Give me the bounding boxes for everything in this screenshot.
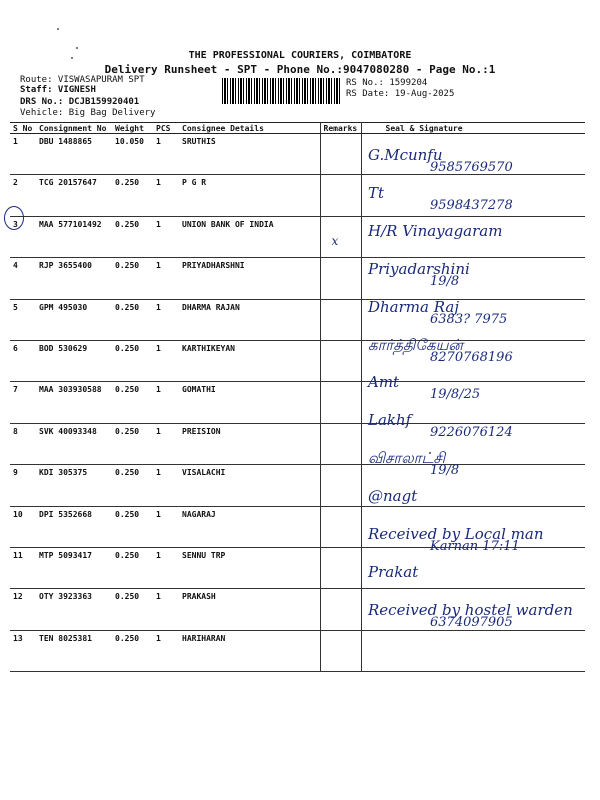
signature-note: Karnan 17:11 [430, 539, 520, 554]
cell-consignment: DBU 1488865 [36, 134, 112, 175]
cell-consignee: KARTHIKEYAN [179, 340, 320, 381]
speck [76, 47, 78, 49]
cell-pcs: 1 [153, 506, 179, 547]
company-title: THE PROFESSIONAL COURIERS, COIMBATORE [188, 50, 412, 61]
cell-pcs: 1 [153, 175, 179, 216]
cell-sno: 10 [10, 506, 36, 547]
cell-pcs: 1 [153, 589, 179, 630]
signature: Amt [368, 373, 400, 392]
cell-remark [320, 630, 361, 671]
cell-seal [361, 630, 585, 671]
cell-weight: 0.250 [112, 423, 153, 464]
signature-note: 19/8 [430, 463, 460, 479]
cell-pcs: 1 [153, 465, 179, 506]
cell-consignee: HARIHARAN [179, 630, 320, 671]
cell-pcs: 1 [153, 382, 179, 423]
cell-weight: 10.050 [112, 134, 153, 175]
signature-note: 9585769570 [430, 160, 513, 175]
cell-consignee: SRUTHIS [179, 134, 320, 175]
signature-note: 19/8/25 [430, 387, 481, 403]
cell-weight: 0.250 [112, 465, 153, 506]
remark-mark: x [331, 233, 339, 248]
cell-sno: 3 [10, 216, 36, 257]
signature: Dharma Raj [368, 297, 459, 316]
table-row [10, 630, 585, 671]
cell-pcs: 1 [153, 216, 179, 257]
rs-date: RS Date: 19-Aug-2025 [346, 89, 455, 99]
cell-consignee: SENNU TRP [179, 547, 320, 588]
table-row [10, 258, 585, 299]
cell-weight: 0.250 [112, 630, 153, 671]
cell-sno: 6 [10, 340, 36, 381]
cell-sno: 12 [10, 589, 36, 630]
cell-consignee: PREISION [179, 423, 320, 464]
signature-note: 8270768196 [430, 349, 513, 365]
signature-note: 6374097905 [430, 614, 513, 630]
cell-pcs: 1 [153, 547, 179, 588]
cell-remark [320, 465, 361, 506]
cell-sno: 8 [10, 423, 36, 464]
cell-sno: 11 [10, 547, 36, 588]
cell-consignment: DPI 5352668 [36, 506, 112, 547]
cell-remark [320, 175, 361, 216]
signature-note: 19/8 [430, 273, 460, 289]
cell-consignee: NAGARAJ [179, 506, 320, 547]
cell-pcs: 1 [153, 423, 179, 464]
runsheet-title: Delivery Runsheet - SPT - Phone No.:9047080280 - Page No.:1 [104, 63, 496, 76]
cell-consignment: GPM 495030 [36, 299, 112, 340]
cell-pcs: 1 [153, 340, 179, 381]
signature-note: 9598437278 [430, 197, 513, 213]
cell-consignment: OTY 3923363 [36, 589, 112, 630]
table-header-row [10, 123, 585, 134]
col-pcs: PCS [153, 123, 179, 134]
cell-pcs: 1 [153, 134, 179, 175]
cell-remark [320, 547, 361, 588]
col-sno: S No [10, 123, 36, 134]
cell-consignment: TEN 8025381 [36, 630, 112, 671]
cell-sno: 4 [10, 258, 36, 299]
signature: H/R Vinayagaram [368, 221, 503, 240]
cell-weight: 0.250 [112, 299, 153, 340]
signature: Prakat [368, 562, 419, 581]
cell-remark [320, 134, 361, 175]
signature: G.Mcunfu [368, 146, 443, 164]
cell-remark [320, 258, 361, 299]
cell-consignment: BOD 530629 [36, 340, 112, 381]
cell-consignee: PRIYADHARSHNI [179, 258, 320, 299]
cell-remark [320, 382, 361, 423]
rs-number: RS No.: 1599204 [346, 78, 428, 88]
cell-remark [320, 340, 361, 381]
table-row [10, 465, 585, 506]
signature: Priyadarshini [368, 259, 470, 278]
route-label: Route: VISWASAPURAM SPT [20, 75, 145, 85]
drs-label: DRS No.: DCJB159920401 [20, 97, 140, 107]
signature: @nagt [368, 487, 418, 506]
cell-consignee: GOMATHI [179, 382, 320, 423]
col-remarks: Remarks [320, 123, 361, 134]
cell-pcs: 1 [153, 630, 179, 671]
cell-weight: 0.250 [112, 258, 153, 299]
cell-consignee: VISALACHI [179, 465, 320, 506]
cell-consignee: PRAKASH [179, 589, 320, 630]
signature-note: 6383? 7975 [430, 311, 508, 327]
cell-remark [320, 589, 361, 630]
signature: Lakhf [368, 411, 412, 430]
staff-label: Staff: VIGNESH [20, 85, 96, 95]
col-seal: Seal & Signature [361, 123, 585, 134]
cell-consignee: P G R [179, 175, 320, 216]
table-row [10, 382, 585, 423]
barcode [222, 78, 340, 104]
cell-sno: 1 [10, 134, 36, 175]
cell-weight: 0.250 [112, 547, 153, 588]
cell-remark [320, 423, 361, 464]
cell-pcs: 1 [153, 299, 179, 340]
col-consignee: Consignee Details [179, 123, 320, 134]
cell-consignee: UNION BANK OF INDIA [179, 216, 320, 257]
cell-consignment: MAA 303930588 [36, 382, 112, 423]
cell-consignment: KDI 305375 [36, 465, 112, 506]
signature-note: 9226076124 [430, 425, 513, 441]
signature: கார்த்திகேயன் [368, 335, 463, 354]
signature: Tt [368, 183, 385, 202]
col-consignment: Consignment No [36, 123, 112, 134]
cell-weight: 0.250 [112, 589, 153, 630]
cell-consignment: SVK 40093348 [36, 423, 112, 464]
cell-consignment: MTP 5093417 [36, 547, 112, 588]
cell-sno: 9 [10, 465, 36, 506]
cell-consignee: DHARMA RAJAN [179, 299, 320, 340]
cell-weight: 0.250 [112, 340, 153, 381]
speck [57, 28, 59, 30]
cell-weight: 0.250 [112, 382, 153, 423]
cell-remark [320, 506, 361, 547]
cell-weight: 0.250 [112, 506, 153, 547]
cell-remark [320, 216, 361, 257]
signature: விசாலாட்சி [368, 449, 446, 468]
circle-mark [4, 206, 24, 230]
signature: Received by Local man [368, 525, 544, 543]
cell-weight: 0.250 [112, 216, 153, 257]
cell-sno: 7 [10, 382, 36, 423]
cell-remark [320, 299, 361, 340]
cell-pcs: 1 [153, 258, 179, 299]
cell-consignment: MAA 577101492 [36, 216, 112, 257]
cell-sno: 5 [10, 299, 36, 340]
cell-consignment: TCG 20157647 [36, 175, 112, 216]
cell-sno: 13 [10, 630, 36, 671]
signature: Received by hostel warden [368, 600, 573, 619]
vehicle-label: Vehicle: Big Bag Delivery [20, 108, 156, 118]
cell-sno: 2 [10, 175, 36, 216]
cell-weight: 0.250 [112, 175, 153, 216]
col-weight: Weight [112, 123, 153, 134]
cell-consignment: RJP 3655400 [36, 258, 112, 299]
